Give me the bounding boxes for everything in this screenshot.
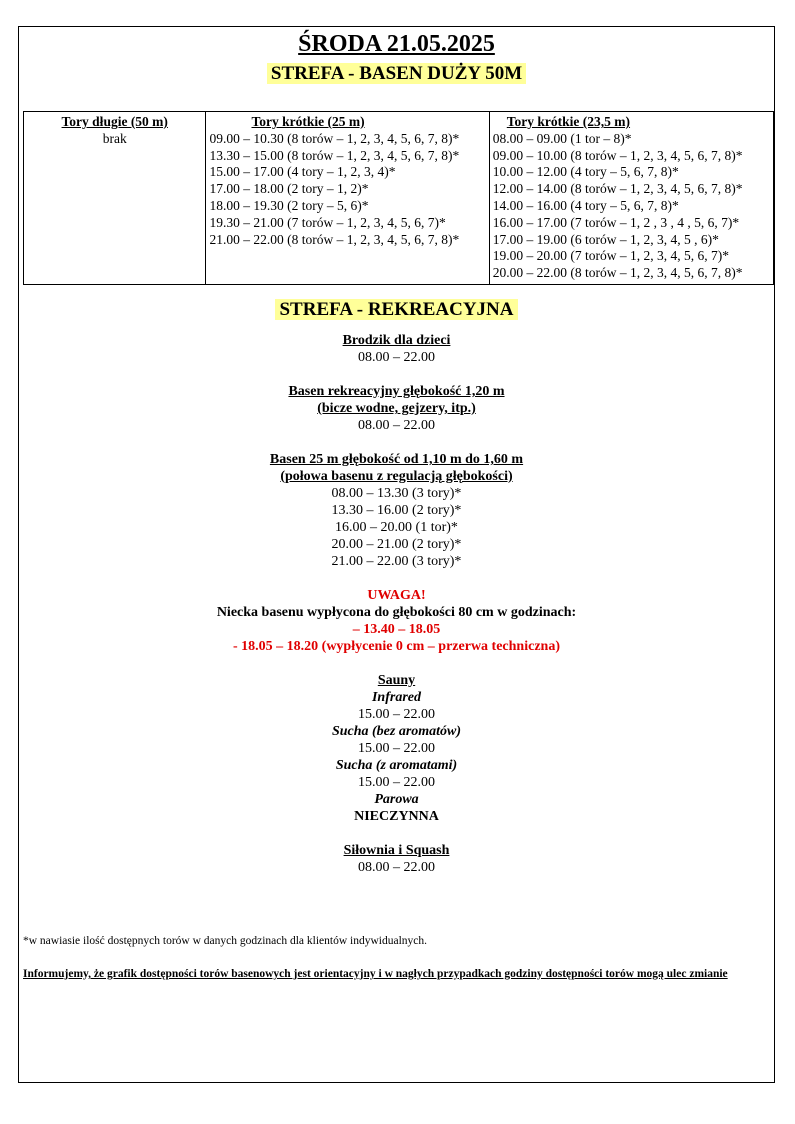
short25-row: 17.00 – 18.00 (2 tory – 1, 2)* [209,181,369,197]
lanes-table [23,111,774,285]
pool25-row: 08.00 – 13.30 (3 tory)* [331,486,462,501]
rec-pool-sub: (bicze wodne, gejzery, itp.) [317,401,476,416]
gym-name: Siłownia i Squash [343,843,450,858]
warning-title: UWAGA! [367,588,426,603]
sauna-steam: Parowa [374,792,419,807]
rec-pool-name: Basen rekreacyjny głębokość 1,20 m [288,384,505,399]
info-notice: Informujemy, że grafik dostępności torów basenowych jest orientacyjny i w nagłych przypadkach godziny dostępności torów mogą ulec zmianie [23,968,728,980]
warning-text: Niecka basenu wypłycona do głębokości 80 cm w godzinach: [216,605,577,620]
sauna-dry-aroma-hours: 15.00 – 22.00 [358,775,435,790]
pool25-sub: (połowa basenu z regulacją głębokości) [280,469,513,484]
header [19,27,774,111]
long-lanes-cell [24,112,206,285]
short25-row: 19.30 – 21.00 (7 torów – 1, 2, 3, 4, 5, 6, 7)* [209,214,446,230]
recreation-title [19,301,774,320]
zone-title-50m [19,63,774,85]
sauna-infrared: Infrared [371,690,421,705]
warning-line-2: - 18.05 – 18.20 (wypłycenie 0 cm – przerwa techniczna) [233,639,560,654]
short235-row: 09.00 – 10.00 (8 torów – 1, 2, 3, 4, 5, 6, 7, 8)* [492,147,743,163]
pool25-name: Basen 25 m głębokość od 1,10 m do 1,60 m [269,452,524,467]
zone-title-50m-text: STREFA - BASEN DUŻY 50M [267,63,526,84]
long-lanes-head: Tory długie (50 m) [61,114,168,129]
kids-pool-hours: 08.00 – 22.00 [358,350,435,365]
lanes-row [24,112,774,285]
short25-head: Tory krótkie (25 m) [251,114,365,129]
pool25-row: 21.00 – 22.00 (3 tory)* [331,554,462,569]
recreation-title-text: STREFA - REKREACYJNA [275,299,517,320]
sauna-dry-aroma: Sucha (z aromatami) [335,758,458,773]
sauna-steam-status: NIECZYNNA [354,809,439,824]
short235-cell [489,112,773,285]
pool25-row: 16.00 – 20.00 (1 tor)* [335,520,458,535]
short25-row: 15.00 – 17.00 (4 tory – 1, 2, 3, 4)* [209,164,396,180]
sauna-dry-plain: Sucha (bez aromatów) [331,724,462,739]
warning-line-1: – 13.40 – 18.05 [352,622,441,637]
short235-row: 19.00 – 20.00 (7 torów – 1, 2, 3, 4, 5, 6, 7)* [492,248,730,264]
sauna-dry-plain-hours: 15.00 – 22.00 [358,741,435,756]
pool25-row: 13.30 – 16.00 (2 tory)* [331,503,462,518]
page-title: ŚRODA 21.05.2025 [298,31,495,57]
short25-row: 09.00 – 10.30 (8 torów – 1, 2, 3, 4, 5, 6, 7, 8)* [209,130,460,146]
rec-pool-hours: 08.00 – 22.00 [358,418,435,433]
short235-row: 17.00 – 19.00 (6 torów – 1, 2, 3, 4, 5 , 6)* [492,231,719,247]
long-lanes-value: brak [102,130,127,146]
short235-row: 10.00 – 12.00 (4 tory – 5, 6, 7, 8)* [492,164,679,180]
saunas-title: Sauny [377,673,416,688]
short25-row: 13.30 – 15.00 (8 torów – 1, 2, 3, 4, 5, 6, 7, 8)* [209,147,460,163]
short235-head: Tory krótkie (23,5 m) [506,114,631,129]
short25-cell [206,112,489,285]
short235-row: 16.00 – 17.00 (7 torów – 1, 2 , 3 , 4 , 5, 6, 7)* [492,214,740,230]
kids-pool-name: Brodzik dla dzieci [342,333,451,348]
short235-row: 20.00 – 22.00 (8 torów – 1, 2, 3, 4, 5, 6, 7, 8)* [492,265,743,281]
short235-row: 08.00 – 09.00 (1 tor – 8)* [492,130,632,146]
short25-row: 18.00 – 19.30 (2 tory – 5, 6)* [209,197,369,213]
gym-hours: 08.00 – 22.00 [358,860,435,875]
short235-row: 12.00 – 14.00 (8 torów – 1, 2, 3, 4, 5, 6, 7, 8)* [492,181,743,197]
document-frame [18,26,775,1083]
short235-row: 14.00 – 16.00 (4 tory – 5, 6, 7, 8)* [492,197,679,213]
short25-row: 21.00 – 22.00 (8 torów – 1, 2, 3, 4, 5, 6, 7, 8)* [209,231,460,247]
footnote: *w nawiasie ilość dostępnych torów w danych godzinach dla klientów indywidualnych. [23,935,428,947]
pool25-row: 20.00 – 21.00 (2 tory)* [331,537,462,552]
sauna-infrared-hours: 15.00 – 22.00 [358,707,435,722]
recreation-section [19,301,774,876]
